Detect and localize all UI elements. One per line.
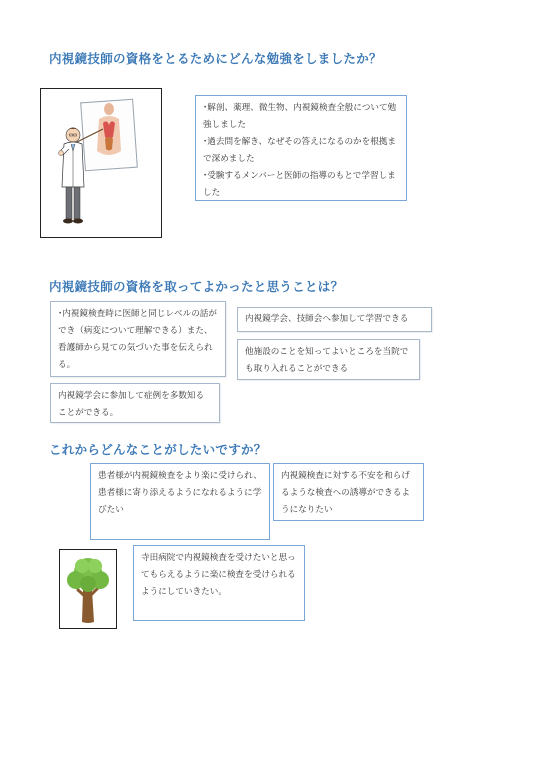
benefit-box-conferences [237,307,432,332]
goal-box-reduce-anxiety [273,463,424,521]
section2-heading: 内視鏡技師の資格を取ってよかったと思うことは？ [49,279,344,294]
goal-box-patient-comfort [90,463,270,540]
benefit-box-cases [50,383,220,423]
goal-box-hospital [133,545,305,621]
benefit-text: 内視鏡学会に参加して症例を多数知ることができる。 [58,391,205,418]
study-item: ･過去問を解き、なぜその答えになるのかを根拠まで深めました [203,137,397,164]
goal-text: 内視鏡検査に対する不安を和らげるような検査への誘導ができるようになりたい [281,471,410,515]
doctor-illustration-frame [40,88,162,238]
section1-heading: 内視鏡技師の資格をとるためにどんな勉強をしましたか？ [49,51,382,66]
study-methods-box [195,95,407,201]
study-item: ･解剖、薬理、微生物、内視鏡検査全般について勉強しました [203,103,397,130]
tree-illustration-frame [59,549,117,629]
benefit-text: 内視鏡学会、技師会へ参加して学習できる [245,314,409,324]
benefit-text: 他施設のことを知ってよいところを当院でも取り入れることができる [245,347,409,374]
study-item: ･受験するメンバーと医師の指導のもとで学習しました [203,171,396,198]
doctor-anatomy-icon [41,89,161,237]
benefit-box-doctor-level [50,301,226,377]
benefit-box-other-facilities [237,339,420,380]
goal-text: 患者様が内視鏡検査をより楽に受けられ、患者様に寄り添えるようになれるように学びたい [98,471,262,515]
section3-heading: これからどんなことがしたいですか？ [49,442,267,457]
tree-icon [60,550,116,628]
benefit-text: ･内視鏡検査時に医師と同じレベルの話ができ（病変について理解できる）また、看護師から見ての気づいた事を伝えられる。 [58,309,217,370]
goal-text: 寺田病院で内視鏡検査を受けたいと思ってもらえるように楽に検査を受けられるようにしていきたい。 [141,553,296,597]
